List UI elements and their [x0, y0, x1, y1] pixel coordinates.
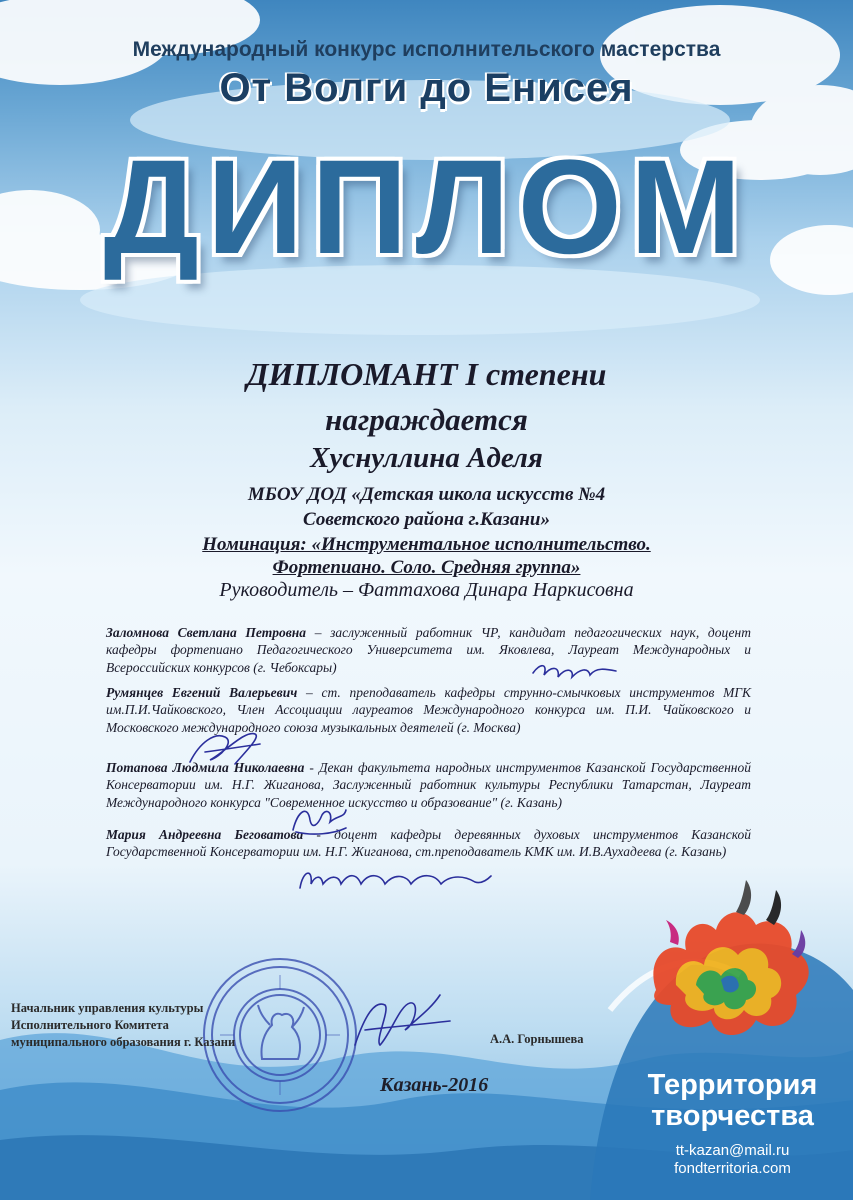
jury-member-name: Румянцев Евгений Валерьевич: [106, 685, 298, 700]
logo-line-1: Территория: [647, 1069, 818, 1101]
leader: Руководитель – Фаттахова Динара Наркисовна: [219, 579, 634, 601]
jury-member-name: Потапова Людмила Николаевна: [106, 760, 305, 775]
territory-logo-artwork: [626, 870, 826, 1050]
signature-gornysheva: [345, 985, 455, 1065]
official-title-line-1: Начальник управления культуры: [11, 1001, 204, 1015]
award-degree: ДИПЛОМАНТ I степени: [246, 356, 607, 392]
official-title: [11, 1000, 291, 1051]
contest-name: От Волги до Енисея: [219, 66, 634, 110]
jury-member-description: - Декан факультета народных инструментов Казанской Государственной Консерватории им. Н.Г. Жиганова, Заслуженный работник культуры Республики Татарстан, Лауреат Международного конкурса "Современное искусство и образование" (г. Казань): [106, 760, 751, 810]
jury-member-description: – заслуженный работник ЧР, кандидат педагогических наук, доцент кафедры фортепиано Педагогического Университета им. Яковлева, Лауреат Международных и Всероссийских конкурсов (г. Чебоксары): [106, 625, 751, 675]
awarded-label: награждается: [325, 402, 528, 437]
jury-member: [106, 624, 751, 676]
school-line-2: Советского района г.Казани»: [303, 509, 550, 530]
city-year: Казань-2016: [380, 1074, 489, 1096]
diploma-title: ДИПЛОМ: [103, 133, 750, 282]
contact-website: fondterritoria.com: [674, 1160, 791, 1177]
school-line-1: МБОУ ДОД «Детская школа искусств №4: [247, 484, 606, 505]
jury-member-name: Мария Андреевна Беговатова: [106, 827, 304, 842]
official-title-line-3: муниципального образования г. Казани: [11, 1035, 236, 1049]
official-name: А.А. Горнышева: [490, 1032, 584, 1046]
nomination: [0, 533, 853, 579]
jury-member-description: – ст. преподаватель кафедры струнно-смычковых инструментов МГК им.П.И.Чайковского, Член Ассоциации лауреатов Международного конкурса им. П.И. Чайковского и Московского международного союза музыкальных деятелей (г. Москва): [106, 685, 751, 735]
jury-member-description: - доцент кафедры деревянных духовых инструментов Казанской Государственной Консерватории им. Н.Г. Жиганова, ст.преподаватель КМК им. И.В.Аухадеева (г. Казань): [106, 827, 751, 860]
territory-logo-text: [620, 1070, 845, 1132]
recipient-name: Хуснуллина Аделя: [310, 442, 543, 474]
logo-line-2: творчества: [651, 1100, 814, 1132]
signature-begovatova: [295, 858, 495, 898]
nomination-line-1: Номинация: «Инструментальное исполнительство.: [202, 534, 651, 555]
contest-title: Международный конкурс исполнительского мастерства: [132, 38, 721, 61]
school-name: [0, 482, 853, 532]
jury-member: [106, 826, 751, 861]
official-title-line-2: Исполнительного Комитета: [11, 1018, 169, 1032]
contacts: [620, 1142, 845, 1178]
signature-potapova: [288, 800, 348, 840]
jury-member-name: Заломнова Светлана Петровна: [106, 625, 307, 640]
signature-rumyantsev: [185, 722, 265, 772]
signature-zalomnova: [530, 655, 620, 685]
contact-email: tt-kazan@mail.ru: [675, 1142, 790, 1159]
nomination-line-2: Фортепиано. Соло. Средняя группа»: [272, 557, 581, 578]
